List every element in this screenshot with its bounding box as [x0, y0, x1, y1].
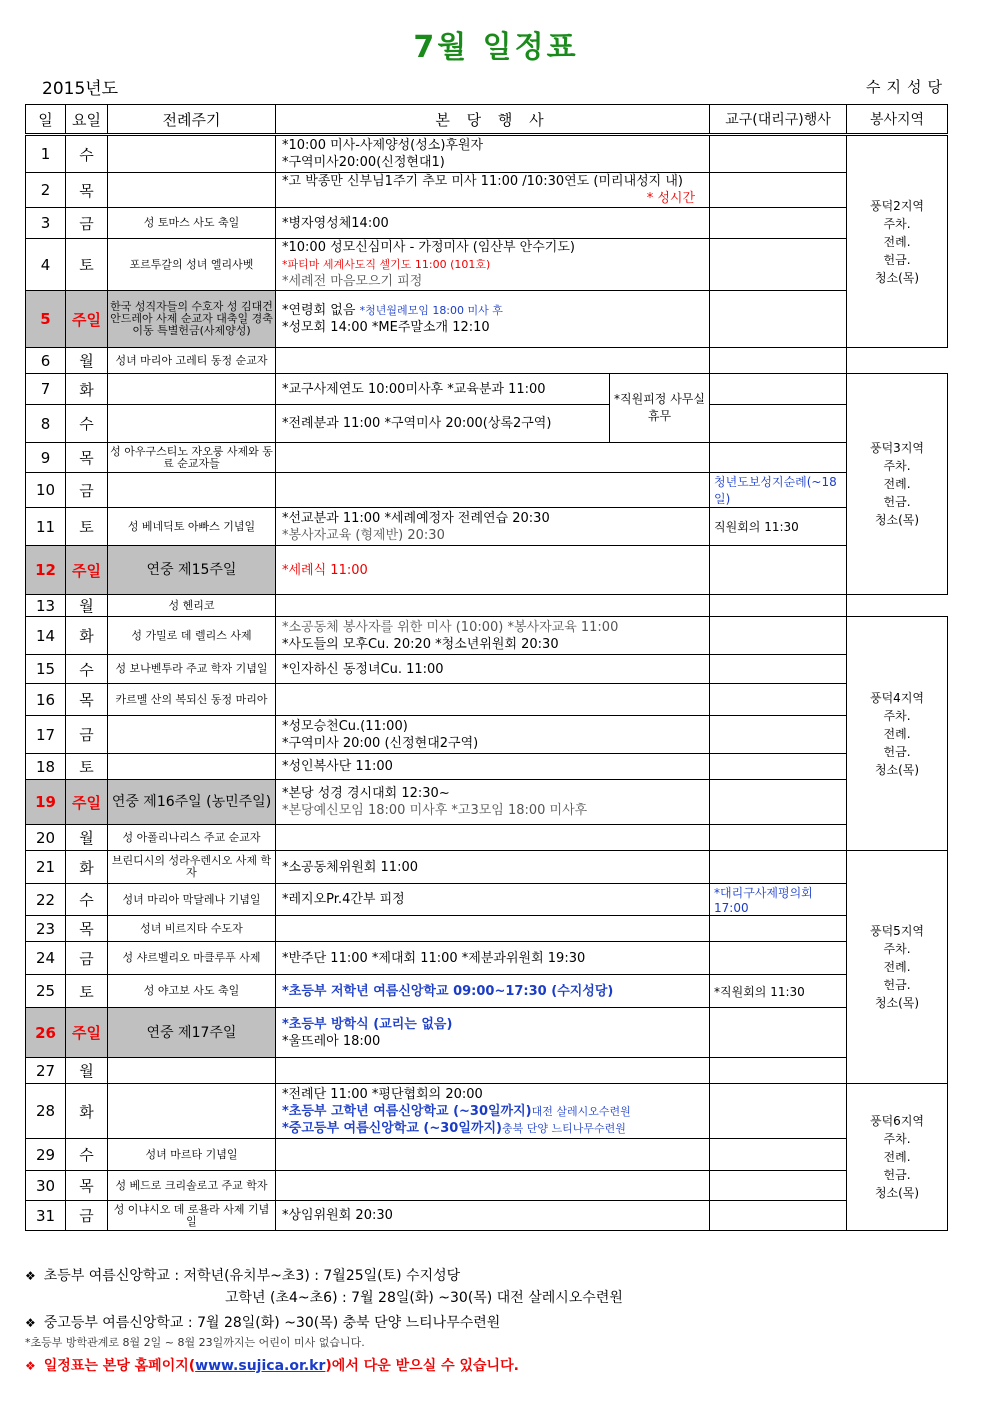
diocese-event-cell — [710, 716, 847, 754]
day-cell: 23 — [26, 916, 66, 942]
table-row — [26, 208, 948, 239]
weekday-cell: 화 — [66, 851, 108, 884]
area-line: 청소(목) — [874, 513, 920, 527]
event-line: *본당예신모임 18:00 미사후 *고3모임 18:00 미사후 — [282, 803, 588, 818]
parish-event-cell — [276, 884, 710, 916]
table-row — [26, 546, 948, 595]
parish-event-cell — [276, 239, 710, 291]
parish-event-cell — [276, 1058, 710, 1084]
liturgy-cell: 성 토마스 사도 축일 — [108, 208, 276, 239]
table-row — [26, 595, 948, 617]
event-line: *병자영성체14:00 — [282, 215, 389, 231]
header-diocese: 교구(대리구)행사 — [710, 105, 847, 135]
weekday-cell: 금 — [66, 473, 108, 508]
day-cell: 24 — [26, 942, 66, 975]
parish-event-cell — [276, 780, 710, 825]
parish-event-cell — [276, 291, 710, 348]
parish-event-cell — [276, 825, 710, 851]
table-row — [26, 374, 948, 405]
diocese-event-cell — [710, 825, 847, 851]
weekday-cell: 월 — [66, 1058, 108, 1084]
parish-event-cell — [276, 1139, 710, 1171]
parish-event-cell — [276, 374, 610, 405]
diocese-event-cell — [710, 443, 847, 473]
day-cell: 4 — [26, 239, 66, 291]
area-line: 주차. — [883, 942, 911, 956]
diocese-event-cell — [710, 684, 847, 716]
weekday-cell: 월 — [66, 595, 108, 617]
event-text: 충북 단양 느티나무수련원 — [501, 1121, 626, 1135]
area-line: 헌금. — [883, 744, 911, 759]
area-line: 청소(목) — [874, 270, 920, 285]
table-row — [26, 508, 948, 546]
weekday-cell: 수 — [66, 1139, 108, 1171]
day-cell: 30 — [26, 1171, 66, 1201]
liturgy-cell: 성 베네딕토 아빠스 기념일 — [108, 508, 276, 546]
event-line: *전례단 11:00 *평단협회의 20:00 — [282, 1086, 483, 1102]
event-line: *소공동체위원회 11:00 — [282, 859, 419, 875]
liturgy-cell — [108, 405, 276, 443]
diocese-event-cell — [710, 239, 847, 291]
diocese-event-cell — [710, 655, 847, 684]
liturgy-cell — [108, 1084, 276, 1139]
weekday-cell: 목 — [66, 173, 108, 208]
parish-event-cell — [276, 655, 710, 684]
day-cell: 21 — [26, 851, 66, 884]
day-cell: 27 — [26, 1058, 66, 1084]
weekday-cell: 주일 — [66, 1008, 108, 1058]
diocese-event-cell: 청년도보성지순례(~18일) — [710, 473, 847, 508]
table-row — [26, 473, 948, 508]
diamond-icon: ❖ — [25, 1359, 36, 1373]
liturgy-cell: 성 야고보 사도 축일 — [108, 975, 276, 1008]
weekday-cell: 목 — [66, 916, 108, 942]
day-cell: 5 — [26, 291, 66, 348]
liturgy-cell: 한국 성직자들의 수호자 성 김대건 안드레아 사제 순교자 대축일 경축 이동 특별헌금(사제양성) — [108, 291, 276, 348]
weekday-cell: 목 — [66, 443, 108, 473]
area-line: 헌금. — [883, 1168, 911, 1182]
parish-event-cell — [276, 546, 710, 595]
parish-event-cell — [276, 754, 710, 780]
diocese-event-cell: *대리구사제평의회17:00 — [710, 884, 847, 916]
table-row — [26, 942, 948, 975]
day-cell: 12 — [26, 546, 66, 595]
weekday-cell: 수 — [66, 884, 108, 916]
weekday-cell: 화 — [66, 374, 108, 405]
day-cell: 17 — [26, 716, 66, 754]
diocese-event-cell — [710, 595, 847, 617]
table-row — [26, 716, 948, 754]
day-cell: 2 — [26, 173, 66, 208]
diocese-event-cell — [710, 173, 847, 208]
table-row — [26, 975, 948, 1008]
diocese-event-cell — [710, 1058, 847, 1084]
area-line: 풍덕6지역 — [870, 1114, 925, 1128]
weekday-cell: 주일 — [66, 291, 108, 348]
diocese-event-cell — [710, 1008, 847, 1058]
area-line: 풍덕5지역 — [870, 924, 925, 938]
area-line: 주차. — [883, 459, 911, 473]
event-line: *구역미사 20:00 (신정현대2구역) — [282, 735, 479, 751]
event-line: *성모승천Cu.(11:00) — [282, 718, 408, 734]
parish-event-cell — [276, 208, 710, 239]
table-row — [26, 173, 948, 208]
event-line: *성인복사단 11:00 — [282, 759, 393, 774]
day-cell: 22 — [26, 884, 66, 916]
day-cell: 20 — [26, 825, 66, 851]
area-line: 주차. — [883, 1132, 911, 1146]
table-row — [26, 135, 948, 173]
table-row — [26, 443, 948, 473]
parish-event-cell — [276, 508, 710, 546]
header-main: 본 당 행 사 — [276, 105, 710, 135]
table-row — [26, 916, 948, 942]
diocese-event-cell — [710, 1201, 847, 1231]
parish-event-cell — [276, 716, 710, 754]
liturgy-cell: 성 샤르벨리오 마클루푸 사제 — [108, 942, 276, 975]
parish-name: 수지성당 — [866, 78, 948, 96]
table-row — [26, 1171, 948, 1201]
area-line: 전례. — [883, 234, 911, 249]
event-line: *소공동체 봉사자를 위한 미사 (10:00) *봉사자교육 11:00 — [282, 619, 619, 635]
event-line — [282, 302, 707, 319]
day-cell: 16 — [26, 684, 66, 716]
weekday-cell: 월 — [66, 825, 108, 851]
event-line: *구역미사20:00(신정현대1) — [282, 155, 445, 170]
day-cell: 19 — [26, 780, 66, 825]
liturgy-cell: 연중 제15주일 — [108, 546, 276, 595]
liturgy-cell: 성 헨리코 — [108, 595, 276, 617]
footer-line-1: ❖ 초등부 여름신앙학교 : 저학년(유치부~초3) : 7월25일(토) 수지성당 — [25, 1268, 461, 1284]
parish-event-cell — [276, 173, 710, 208]
weekday-cell: 금 — [66, 208, 108, 239]
table-row — [26, 617, 948, 655]
day-cell: 10 — [26, 473, 66, 508]
event-line — [282, 1120, 707, 1137]
diocese-event-cell — [710, 851, 847, 884]
area-line: 전례. — [883, 477, 911, 491]
schedule-body — [26, 135, 948, 1231]
homepage-link[interactable]: www.sujica.or.kr — [195, 1358, 326, 1374]
event-text: *연령회 없음 — [282, 303, 360, 318]
area-line: 주차. — [883, 708, 911, 723]
table-row — [26, 1139, 948, 1171]
event-line: *봉사자교육 (형제반) 20:30 — [282, 527, 445, 543]
day-cell: 25 — [26, 975, 66, 1008]
parish-event-cell — [276, 1201, 710, 1231]
table-row — [26, 851, 948, 884]
event-line: *반주단 11:00 *제대회 11:00 *제분과위원회 19:30 — [282, 950, 586, 966]
staff-retreat-cell: *직원피정 사무실 휴무 — [610, 374, 710, 443]
area-line: 전례. — [883, 1150, 911, 1164]
liturgy-cell: 성 베드로 크리솔로고 주교 학자 — [108, 1171, 276, 1201]
area-line: 헌금. — [883, 252, 911, 267]
area-line: 전례. — [883, 726, 911, 741]
table-row — [26, 1008, 948, 1058]
day-cell: 28 — [26, 1084, 66, 1139]
liturgy-cell: 성 가밀로 데 렐리스 사제 — [108, 617, 276, 655]
liturgy-cell: 성 아폴리나리스 주교 순교자 — [108, 825, 276, 851]
diocese-event-cell — [710, 942, 847, 975]
parish-event-cell — [276, 1171, 710, 1201]
day-cell: 9 — [26, 443, 66, 473]
event-text: 대전 살레시오수련원 — [531, 1104, 631, 1118]
parish-event-cell — [276, 348, 710, 374]
diocese-event-cell: 직원회의 11:30 — [710, 508, 847, 546]
area-line: 풍덕2지역 — [870, 198, 925, 213]
liturgy-cell — [108, 716, 276, 754]
diocese-event-cell — [710, 1139, 847, 1171]
diocese-event-cell — [710, 291, 847, 348]
weekday-cell: 주일 — [66, 546, 108, 595]
weekday-cell: 화 — [66, 1084, 108, 1139]
weekday-cell: 금 — [66, 1201, 108, 1231]
table-row — [26, 884, 948, 916]
parish-event-cell — [276, 405, 610, 443]
day-cell: 11 — [26, 508, 66, 546]
table-row — [26, 348, 948, 374]
header-dow: 요일 — [66, 105, 108, 135]
event-line: *인자하신 동정녀Cu. 11:00 — [282, 661, 444, 677]
diocese-event-cell — [710, 780, 847, 825]
diocese-event-cell — [710, 546, 847, 595]
event-line: *10:00 성모신심미사 - 가정미사 (임산부 안수기도) — [282, 240, 575, 255]
area-line: 헌금. — [883, 495, 911, 509]
event-line: *성모회 14:00 *ME주말소개 12:10 — [282, 320, 490, 335]
weekday-cell: 금 — [66, 942, 108, 975]
event-line: *사도들의 모후Cu. 20:20 *청소년위원회 20:30 — [282, 636, 559, 652]
event-line: *파티마 세계사도직 셀기도 11:00 (101호) — [282, 258, 491, 271]
event-line: *본당 성경 경시대회 12:30~ — [282, 786, 450, 801]
parish-event-cell — [276, 595, 710, 617]
event-line: *10:00 미사-사제양성(성소)후원자 — [282, 138, 484, 153]
service-area-cell — [847, 374, 948, 595]
service-area-cell — [847, 1084, 948, 1231]
diocese-event-cell — [710, 617, 847, 655]
event-line: *전례분과 11:00 *구역미사 20:00(상록2구역) — [282, 416, 552, 431]
table-row — [26, 655, 948, 684]
liturgy-cell: 성 이냐시오 데 로욜라 사제 기념일 — [108, 1201, 276, 1231]
parish-event-cell — [276, 473, 710, 508]
page-title: 7월 일정표 — [413, 30, 579, 65]
diocese-event-cell — [710, 374, 847, 405]
liturgy-cell — [108, 1058, 276, 1084]
weekday-cell: 토 — [66, 508, 108, 546]
day-cell: 8 — [26, 405, 66, 443]
diocese-event-cell — [710, 1084, 847, 1139]
parish-event-cell — [276, 135, 710, 173]
weekday-cell: 수 — [66, 405, 108, 443]
service-area-cell — [847, 617, 948, 851]
parish-event-cell — [276, 684, 710, 716]
diamond-icon: ❖ — [25, 1316, 36, 1330]
table-row — [26, 1201, 948, 1231]
table-row — [26, 684, 948, 716]
header-area: 봉사지역 — [847, 105, 948, 135]
event-line: *초등부 방학식 (교리는 없음) — [282, 1016, 453, 1032]
event-line: *레지오Pr.4간부 피정 — [282, 892, 405, 907]
day-cell: 14 — [26, 617, 66, 655]
footer-line-4: *초등부 방학관계로 8월 2일 ~ 8월 23일까지는 어린이 미사 없습니다. — [25, 1336, 365, 1349]
event-line: *고 박종만 신부님1주기 추모 미사 11:00 /10:30연도 (미리내성지 내) — [282, 174, 683, 189]
diocese-event-cell — [710, 405, 847, 443]
day-cell: 13 — [26, 595, 66, 617]
liturgy-cell: 브린디시의 성라우렌시오 사제 학자 — [108, 851, 276, 884]
parish-event-cell — [276, 443, 710, 473]
event-line: *세례식 11:00 — [282, 562, 368, 578]
liturgy-cell: 성녀 마르타 기념일 — [108, 1139, 276, 1171]
liturgy-cell — [108, 473, 276, 508]
area-line: 풍덕4지역 — [870, 690, 925, 705]
footer-line-5: ❖ 일정표는 본당 홈페이지(www.sujica.or.kr)에서 다운 받으실 수 있습니다. — [25, 1358, 519, 1374]
weekday-cell: 목 — [66, 1171, 108, 1201]
event-text: *청년월례모임 18:00 미사 후 — [359, 304, 503, 317]
diocese-event-cell — [710, 208, 847, 239]
event-line: * 성시간 — [646, 191, 696, 206]
parish-event-cell — [276, 975, 710, 1008]
table-row — [26, 780, 948, 825]
liturgy-cell: 성녀 마리아 막달레나 기념일 — [108, 884, 276, 916]
area-line: 청소(목) — [874, 762, 920, 777]
event-line: *상임위원회 20:30 — [282, 1208, 393, 1223]
diocese-event-cell — [710, 348, 847, 374]
weekday-cell: 토 — [66, 239, 108, 291]
table-row — [26, 1058, 948, 1084]
day-cell: 6 — [26, 348, 66, 374]
event-line: *울뜨레아 18:00 — [282, 1033, 381, 1049]
weekday-cell: 수 — [66, 655, 108, 684]
liturgy-cell: 성녀 비르지타 수도자 — [108, 916, 276, 942]
liturgy-cell: 성녀 마리아 고레티 동정 순교자 — [108, 348, 276, 374]
area-line: 풍덕3지역 — [870, 441, 925, 455]
area-line: 청소(목) — [874, 996, 920, 1010]
diamond-icon: ❖ — [25, 1269, 36, 1283]
parish-event-cell — [276, 916, 710, 942]
diocese-event-cell — [710, 916, 847, 942]
table-row — [26, 291, 948, 348]
table-row — [26, 1084, 948, 1139]
liturgy-cell: 성 아우구스티노 자오룽 사제와 동료 순교자들 — [108, 443, 276, 473]
table-row — [26, 239, 948, 291]
event-line: *선교분과 11:00 *세례예정자 전례연습 20:30 — [282, 510, 550, 526]
table-row — [26, 405, 948, 443]
liturgy-cell — [108, 173, 276, 208]
table-row — [26, 754, 948, 780]
diocese-event-cell: *직원회의 11:30 — [710, 975, 847, 1008]
parish-event-cell — [276, 851, 710, 884]
year-label: 2015년도 — [42, 79, 119, 99]
day-cell: 31 — [26, 1201, 66, 1231]
diocese-event-cell — [710, 135, 847, 173]
weekday-cell: 수 — [66, 135, 108, 173]
event-line: *초등부 저학년 여름신앙학교 09:00~17:30 (수지성당) — [282, 983, 614, 999]
day-cell: 15 — [26, 655, 66, 684]
diocese-event-cell — [710, 1171, 847, 1201]
day-cell: 26 — [26, 1008, 66, 1058]
weekday-cell: 월 — [66, 348, 108, 374]
day-cell: 7 — [26, 374, 66, 405]
header-day: 일 — [26, 105, 66, 135]
header-liturgy: 전례주기 — [108, 105, 276, 135]
table-row — [26, 825, 948, 851]
liturgy-cell — [108, 135, 276, 173]
parish-event-cell — [276, 617, 710, 655]
liturgy-cell: 연중 제17주일 — [108, 1008, 276, 1058]
parish-event-cell — [276, 1084, 710, 1139]
diocese-event-cell — [710, 754, 847, 780]
liturgy-cell: 성 보나벤투라 주교 학자 기념일 — [108, 655, 276, 684]
day-cell: 29 — [26, 1139, 66, 1171]
day-cell: 3 — [26, 208, 66, 239]
liturgy-cell — [108, 374, 276, 405]
parish-event-cell — [276, 942, 710, 975]
event-line — [282, 1103, 707, 1120]
service-area-cell — [847, 135, 948, 348]
area-line: 헌금. — [883, 978, 911, 992]
area-line: 주차. — [883, 216, 911, 231]
area-line: 청소(목) — [874, 1186, 920, 1200]
footer-line-3: ❖ 중고등부 여름신앙학교 : 7월 28일(화) ~30(목) 충북 단양 느티나무수련원 — [25, 1315, 501, 1331]
weekday-cell: 목 — [66, 684, 108, 716]
event-text: *초등부 고학년 여름신앙학교 (~30일까지) — [282, 1103, 532, 1119]
area-line: 전례. — [883, 960, 911, 974]
liturgy-cell — [108, 754, 276, 780]
weekday-cell: 화 — [66, 617, 108, 655]
service-area-cell — [847, 851, 948, 1084]
weekday-cell: 토 — [66, 975, 108, 1008]
footer-line-2: 고학년 (초4~초6) : 7월 28일(화) ~30(목) 대전 살레시오수련원 — [225, 1290, 623, 1306]
liturgy-cell: 카르멜 산의 복되신 동정 마리아 — [108, 684, 276, 716]
event-line: *교구사제연도 10:00미사후 *교육분과 11:00 — [282, 381, 546, 397]
liturgy-cell: 포르투갈의 성녀 엘리사벳 — [108, 239, 276, 291]
parish-event-cell — [276, 1008, 710, 1058]
weekday-cell: 주일 — [66, 780, 108, 825]
day-cell: 18 — [26, 754, 66, 780]
schedule-table — [25, 104, 948, 1231]
weekday-cell: 금 — [66, 716, 108, 754]
event-line: *세례전 마음모으기 피정 — [282, 274, 423, 289]
weekday-cell: 토 — [66, 754, 108, 780]
liturgy-cell: 연중 제16주일 (농민주일) — [108, 780, 276, 825]
event-text: *중고등부 여름신앙학교 (~30일까지) — [282, 1120, 502, 1136]
day-cell: 1 — [26, 135, 66, 173]
